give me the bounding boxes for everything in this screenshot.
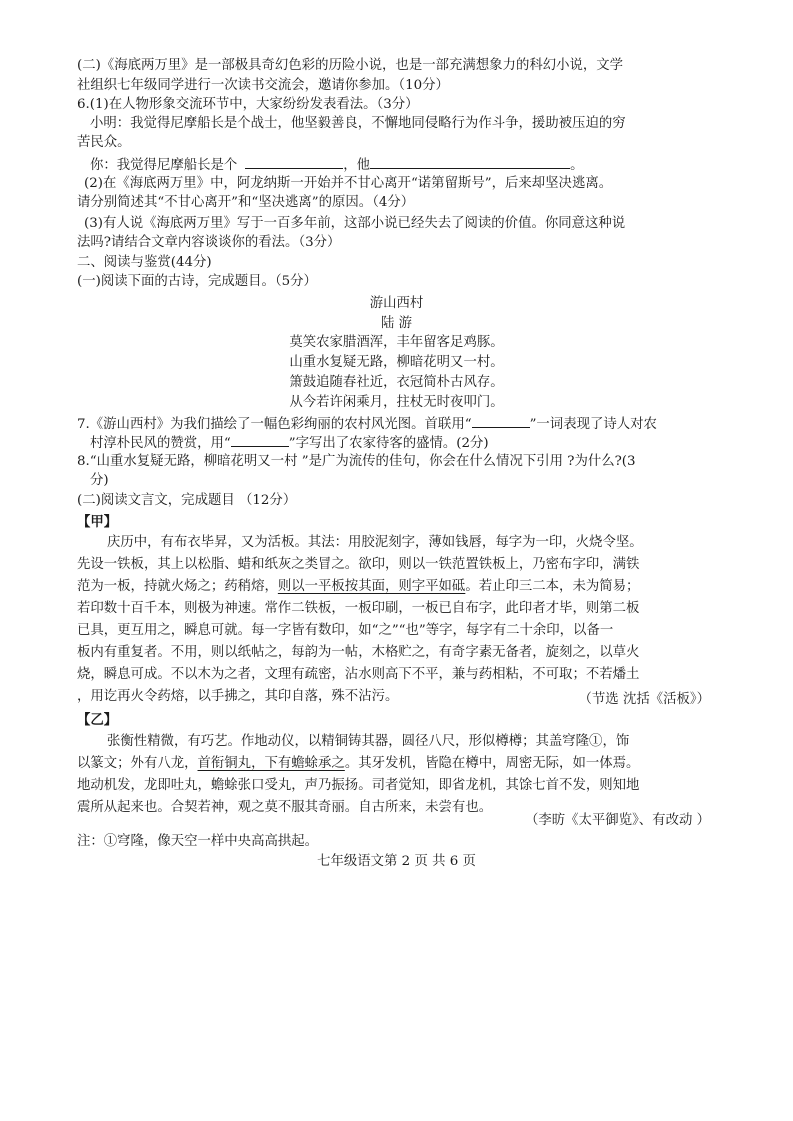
jia-line-5: 已具，更互用之，瞬息可就。每一字皆有数印，如“之”“也”等字，每字有二十余印，以备一 [77,623,614,638]
jia-line-3: 范为一板，持就火炀之；药稍熔，则以一平板按其面，则字平如砥。若止印三二本，未为简易； [77,579,640,594]
question-7-line2: 村淳朴民风的赞赏，用“ ”字写出了农家待客的盛情。(2分) [90,433,489,453]
footnote: 注：①穹隆，像天空一样中央高高拱起。 [77,834,319,849]
answer-blank-1[interactable] [245,155,343,169]
poem-author: 陆 游 [380,316,413,331]
question-8-line1: 8.“山重水复疑无路，柳暗花明又一村 ”是广为流传的佳句，你会在什么情况下引用 ?为什么?(3 [77,454,636,469]
jia-line-7: 烧，瞬息可成。不以木为之者，文理有疏密，沾水则高下不平，兼与药相粘，不可取；不若燔土 [77,667,640,682]
question-7-line1: 7.《游山西村》为我们描绘了一幅色彩绚丽的农村风光图。首联用“ ”一词表现了诗人对农 [77,414,657,434]
passage-yi-label: 【乙】 [77,712,118,728]
xiaoming-line2: 苦民众。 [77,135,131,150]
jia-line-4: 若印数十百千本，则极为神速。常作二铁板，一板印刷，一板已自布字，此印者才毕，则第二板 [77,601,640,616]
underlined-sentence-jia: 则以一平板按其面，则字平如砥 [277,579,466,594]
part1-intro-line1: (二)《海底两万里》是一部极具奇幻色彩的历险小说，也是一部充满想象力的科幻小说，文学 [77,58,624,73]
poem-title: 游山西村 [369,296,424,311]
poem-line-4: 从今若许闲乘月，拄杖无时夜叩门。 [289,395,504,410]
underlined-sentence-yi: 首衔铜丸，下有蟾蜍承之 [197,756,345,771]
classical-subsection-heading: (二)阅读文言文，完成题目 （12分） [77,493,297,508]
poem-subsection-heading: (一)阅读下面的古诗，完成题目。（5分） [77,274,317,289]
jia-line-6: 板内有重复者。不用，则以纸帖之，每韵为一帖，木格贮之，有奇字素无备者，旋刻之，以草火 [77,645,640,660]
xiaoming-line1: 小明：我觉得尼摩船长是个战士，他坚毅善良，不懈地同侵略行为作斗争，援助被压迫的穷 [90,116,626,131]
poem-line-3: 箫鼓追随春社近，衣冠简朴古风存。 [289,375,504,390]
poem-line-1: 莫笑农家腊酒浑，丰年留客足鸡豚。 [289,335,504,350]
answer-blank-4[interactable] [231,433,289,447]
question-6-3-line1: (3)有人说《海底两万里》写于一百多年前，这部小说已经失去了阅读的价值。你同意这种说 [84,216,626,231]
poem-line-2: 山重水复疑无路，柳暗花明又一村。 [289,355,504,370]
question-6-3-line2: 法吗?请结合文章内容谈谈你的看法。（3分） [77,235,341,250]
passage-jia-label: 【甲】 [77,514,118,530]
your-answer-prefix: 你：我觉得尼摩船长是个 [90,158,238,173]
answer-blank-2[interactable] [370,155,570,169]
jia-line-1: 庆历中，有布衣毕昇，又为活板。其法：用胶泥刻字，薄如钱唇，每字为一印，火烧令坚。 [107,535,643,550]
jia-line-2: 先设一铁板，其上以松脂、蜡和纸灰之类冒之。欲印，则以一铁范置铁板上，乃密布字印，满铁 [77,557,640,572]
jia-source: （节选 沈括《活板》） [578,692,710,707]
your-answer-mid: ，他 [343,158,371,173]
question-6-1: 6.(1)在人物形象交流环节中，大家纷纷发表看法。（3分） [77,97,419,112]
your-answer-line [90,155,583,175]
question-6-2-line2: 请分别简述其“不甘心离开”和“坚决逃离”的原因。（4分） [77,195,415,210]
question-6-2-line1: (2)在《海底两万里》中，阿龙纳斯一开始并不甘心离开“诺第留斯号”，后来却坚决逃离。 [84,176,613,191]
yi-line-4: 震所从起来也。合契若神，观之莫不服其奇丽。自古所来，未尝有也。 [77,800,493,815]
page-footer: 七年级语文第 2 页 共 6 页 [317,854,476,869]
yi-line-2: 以篆文；外有八龙，首衔铜丸，下有蟾蜍承之。其牙发机，皆隐在樽中，周密无际，如一体焉。 [77,756,640,771]
yi-line-3: 地动机发，龙即吐丸，蟾蜍张口受丸，声乃振扬。司者觉知，即省龙机，其馀七首不发，则知地 [77,778,640,793]
part1-intro-line2: 社组织七年级同学进行一次读书交流会，邀请你参加。（10分） [77,78,449,93]
yi-source: （李昉《太平御览》、有改动 ） [524,813,710,828]
question-8-line2: 分) [90,473,109,488]
yi-line-1: 张衡性精微，有巧艺。作地动仪，以精铜铸其器，圆径八尺，形似樽樽；其盖穹隆①，饰 [107,734,630,749]
your-answer-end: 。 [570,158,584,173]
jia-line-8: ，用讫再火令药熔，以手拂之，其印自落，殊不沾污。 [77,689,399,704]
answer-blank-3[interactable] [472,414,530,428]
section-2-heading: 二、阅读与鉴赏(44分) [77,255,212,270]
